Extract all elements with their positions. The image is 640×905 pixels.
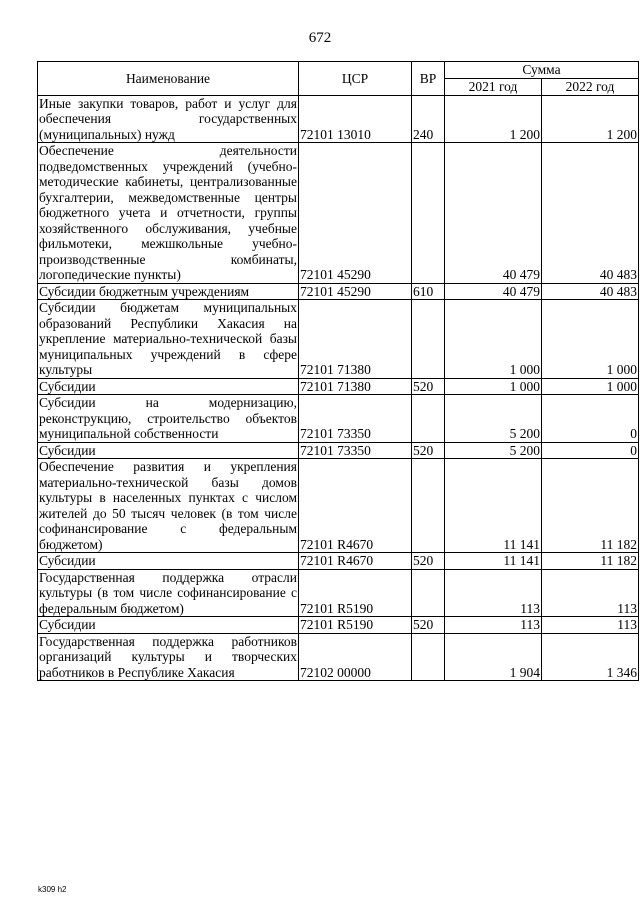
- row-amount-2022: 0: [542, 442, 639, 459]
- row-amount-2021: 40 479: [445, 143, 542, 284]
- row-name: Субсидии бюджетам муниципальных образований Республики Хакасия на укрепление материально-технической базы муниципальных учреждений в сфере культуры: [39, 300, 297, 377]
- row-vr: 520: [412, 617, 445, 634]
- row-amount-2022: 11 182: [542, 553, 639, 570]
- header-csr: ЦСР: [299, 62, 412, 96]
- table-body: [38, 95, 639, 681]
- row-amount-2021: 5 200: [445, 395, 542, 443]
- page-number: 672: [308, 30, 332, 46]
- row-amount-2022: 1 200: [542, 95, 639, 143]
- row-csr: 72102 00000: [299, 633, 412, 681]
- row-amount-2022: 40 483: [542, 143, 639, 284]
- row-name: Государственная поддержка работников организаций культуры и творческих работников в Республике Хакасия: [39, 633, 297, 680]
- table-row: [38, 378, 639, 395]
- header-year-2022: 2022 год: [542, 78, 639, 95]
- table-row: [38, 617, 639, 634]
- row-name: Субсидии: [38, 378, 299, 395]
- row-csr: 72101 71380: [299, 378, 412, 395]
- row-name: Обеспечение деятельности подведомственных учреждений (учебно-методические кабинеты, централизованные бухгалтерии, межведомственные центры бюджетного учета и отчетности, группы хозяйственного обслуживания, учебные фильмотеки, межшкольные учебно-производственные комбинаты, логопедические пункты): [39, 143, 297, 282]
- row-vr: 520: [412, 553, 445, 570]
- row-csr: 72101 71380: [299, 300, 412, 379]
- row-vr: [412, 395, 445, 443]
- row-amount-2021: 40 479: [445, 283, 542, 300]
- row-name: Обеспечение развития и укрепления материально-технической базы домов культуры в населенных пунктах с числом жителей до 50 тысяч человек (в том числе софинансирование с федеральным бюджетом): [39, 459, 297, 552]
- table-row: [38, 459, 639, 553]
- table-row: [38, 95, 639, 143]
- row-csr: 72101 45290: [299, 283, 412, 300]
- header-row: [38, 62, 639, 79]
- row-csr: 72101 73350: [299, 395, 412, 443]
- row-name: Субсидии: [38, 617, 299, 634]
- row-amount-2022: 1 346: [542, 633, 639, 681]
- row-name: Субсидии: [38, 553, 299, 570]
- row-csr: 72101 R4670: [299, 459, 412, 553]
- row-vr: [412, 569, 445, 617]
- row-vr: [412, 459, 445, 553]
- footer-code: k309 h2: [38, 885, 67, 894]
- row-vr: [412, 143, 445, 284]
- table-row: [38, 442, 639, 459]
- row-amount-2021: 11 141: [445, 459, 542, 553]
- row-vr: [412, 300, 445, 379]
- header-name: Наименование: [38, 62, 299, 96]
- row-csr: 72101 R5190: [299, 569, 412, 617]
- row-amount-2021: 1 904: [445, 633, 542, 681]
- row-csr: 72101 R5190: [299, 617, 412, 634]
- header-year-2021: 2021 год: [445, 78, 542, 95]
- table-row: [38, 300, 639, 379]
- table-row: [38, 395, 639, 443]
- row-name: Субсидии: [38, 442, 299, 459]
- row-amount-2021: 113: [445, 569, 542, 617]
- row-vr: 520: [412, 378, 445, 395]
- table-row: [38, 283, 639, 300]
- row-amount-2021: 1 000: [445, 300, 542, 379]
- table-row: [38, 553, 639, 570]
- row-vr: 520: [412, 442, 445, 459]
- row-amount-2022: 113: [542, 617, 639, 634]
- budget-table: [37, 61, 639, 681]
- table-row: [38, 633, 639, 681]
- row-amount-2021: 1 200: [445, 95, 542, 143]
- row-csr: 72101 13010: [299, 95, 412, 143]
- table-row: [38, 143, 639, 284]
- table-row: [38, 569, 639, 617]
- row-name: Субсидии на модернизацию, реконструкцию, строительство объектов муниципальной собственности: [39, 395, 297, 441]
- row-amount-2021: 11 141: [445, 553, 542, 570]
- row-amount-2021: 1 000: [445, 378, 542, 395]
- row-amount-2022: 113: [542, 569, 639, 617]
- header-sum: Сумма: [445, 62, 639, 79]
- row-csr: 72101 R4670: [299, 553, 412, 570]
- row-amount-2022: 11 182: [542, 459, 639, 553]
- row-vr: [412, 633, 445, 681]
- row-amount-2022: 40 483: [542, 283, 639, 300]
- row-csr: 72101 73350: [299, 442, 412, 459]
- row-amount-2021: 5 200: [445, 442, 542, 459]
- row-amount-2022: 0: [542, 395, 639, 443]
- row-vr: 240: [412, 95, 445, 143]
- row-name: Иные закупки товаров, работ и услуг для обеспечения государственных (муниципальных) нужд: [39, 95, 297, 142]
- row-amount-2021: 113: [445, 617, 542, 634]
- row-name: Субсидии бюджетным учреждениям: [38, 283, 299, 300]
- row-vr: 610: [412, 283, 445, 300]
- row-name: Государственная поддержка отрасли культуры (в том числе софинансирование с федеральным бюджетом): [39, 569, 297, 616]
- row-csr: 72101 45290: [299, 143, 412, 284]
- row-amount-2022: 1 000: [542, 378, 639, 395]
- header-vr: ВР: [412, 62, 445, 96]
- row-amount-2022: 1 000: [542, 300, 639, 379]
